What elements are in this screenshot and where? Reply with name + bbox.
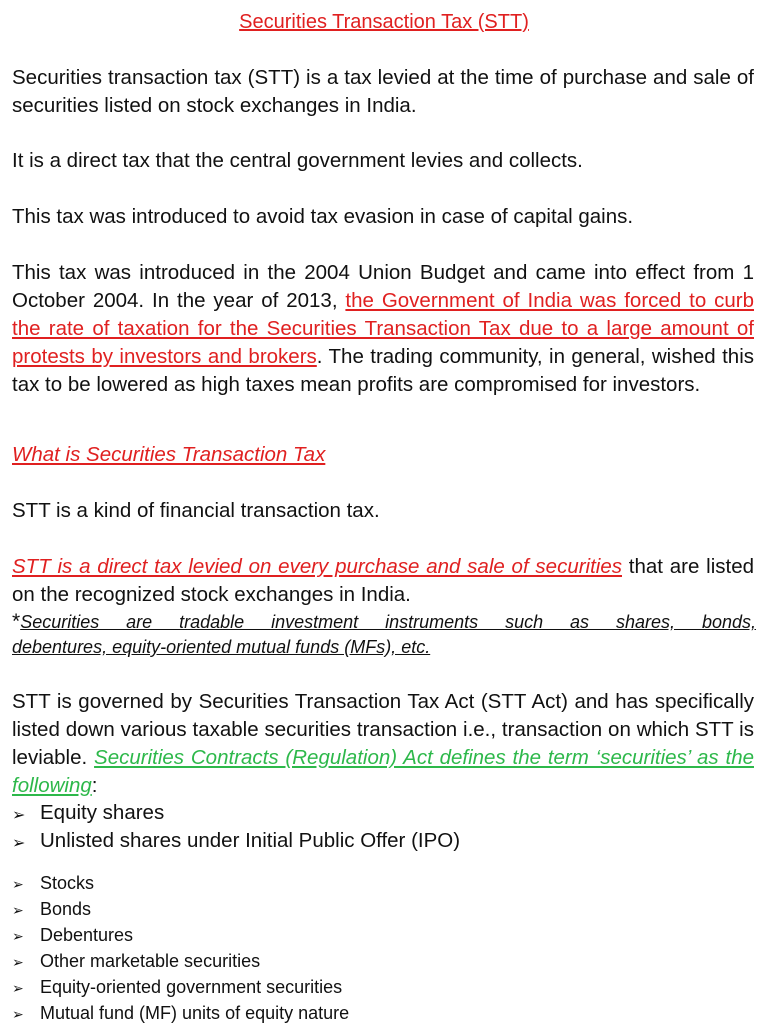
arrow-bullet-icon: ➢ <box>12 877 24 893</box>
list-item: ➢ Equity shares <box>12 799 460 827</box>
governed-text-end: : <box>91 774 98 797</box>
direct-tax-paragraph: It is a direct tax that the central government levies and collects. <box>12 149 583 172</box>
arrow-bullet-icon: ➢ <box>12 805 26 824</box>
government-curb-highlight: the Government of India was forced to curb the rate of taxation for the Securities Transaction Tax due to a large amount of protests by investors and brokers <box>12 289 754 368</box>
list-item: ➢ Mutual fund (MF) units of equity nature <box>12 1000 349 1024</box>
securities-footnote <box>12 609 756 660</box>
history-text-end: . The trading community, in general, wished this tax to be lowered as high taxes mean profits are compromised for investors. <box>12 345 755 396</box>
arrow-bullet-icon: ➢ <box>12 1007 24 1023</box>
footnote-line-1 <box>12 609 756 635</box>
arrow-bullet-icon: ➢ <box>12 833 26 852</box>
what-is-stt-heading: What is Securities Transaction Tax <box>12 443 326 466</box>
direct-tax-levied-highlight: STT is a direct tax levied on every purchase and sale of securities <box>12 555 622 578</box>
list-item: ➢ Debentures <box>12 922 349 948</box>
arrow-bullet-icon: ➢ <box>12 929 24 945</box>
levied-text-end: that are listed on the recognized stock exchanges in India. <box>12 555 754 606</box>
page-title: Securities Transaction Tax (STT) <box>239 11 529 33</box>
securities-contracts-act-highlight: Securities Contracts (Regulation) Act defines the term ‘securities’ as the following <box>12 746 754 797</box>
financial-tax-paragraph: STT is a kind of financial transaction tax. <box>12 499 380 522</box>
footnote-line-2 <box>12 635 756 660</box>
tax-evasion-paragraph: This tax was introduced to avoid tax evasion in case of capital gains. <box>12 205 634 228</box>
footnote-text-2: debentures, equity-oriented mutual funds (MFs), etc. <box>12 637 431 657</box>
history-paragraph <box>12 259 754 399</box>
governed-text-start: STT is governed by Securities Transaction Tax Act (STT Act) and has specifically listed down various taxable securities transaction i.e., transaction on which STT is leviable. <box>12 690 754 769</box>
intro-paragraph: Securities transaction tax (STT) is a tax levied at the time of purchase and sale of securities listed on stock exchanges in India. <box>12 66 754 117</box>
list-item: ➢ Stocks <box>12 870 349 896</box>
list-item: ➢ Unlisted shares under Initial Public Offer (IPO) <box>12 827 460 855</box>
governed-paragraph <box>12 688 754 800</box>
secondary-securities-list <box>12 870 349 1024</box>
arrow-bullet-icon: ➢ <box>12 903 24 919</box>
list-item: ➢ Other marketable securities <box>12 948 349 974</box>
levied-paragraph <box>12 553 754 609</box>
history-text-start: This tax was introduced in the 2004 Union Budget and came into effect from 1 October 2004. In the year of 2013, <box>12 261 754 312</box>
footnote-text-1: Securities are tradable investment instruments such as shares, bonds, <box>20 612 756 632</box>
list-item: ➢ Bonds <box>12 896 349 922</box>
list-item: ➢ Equity-oriented government securities <box>12 974 349 1000</box>
arrow-bullet-icon: ➢ <box>12 981 24 997</box>
primary-securities-list <box>12 799 460 855</box>
section-heading-what-is-stt <box>12 441 754 469</box>
arrow-bullet-icon: ➢ <box>12 955 24 971</box>
footnote-asterisk: * <box>12 610 21 633</box>
